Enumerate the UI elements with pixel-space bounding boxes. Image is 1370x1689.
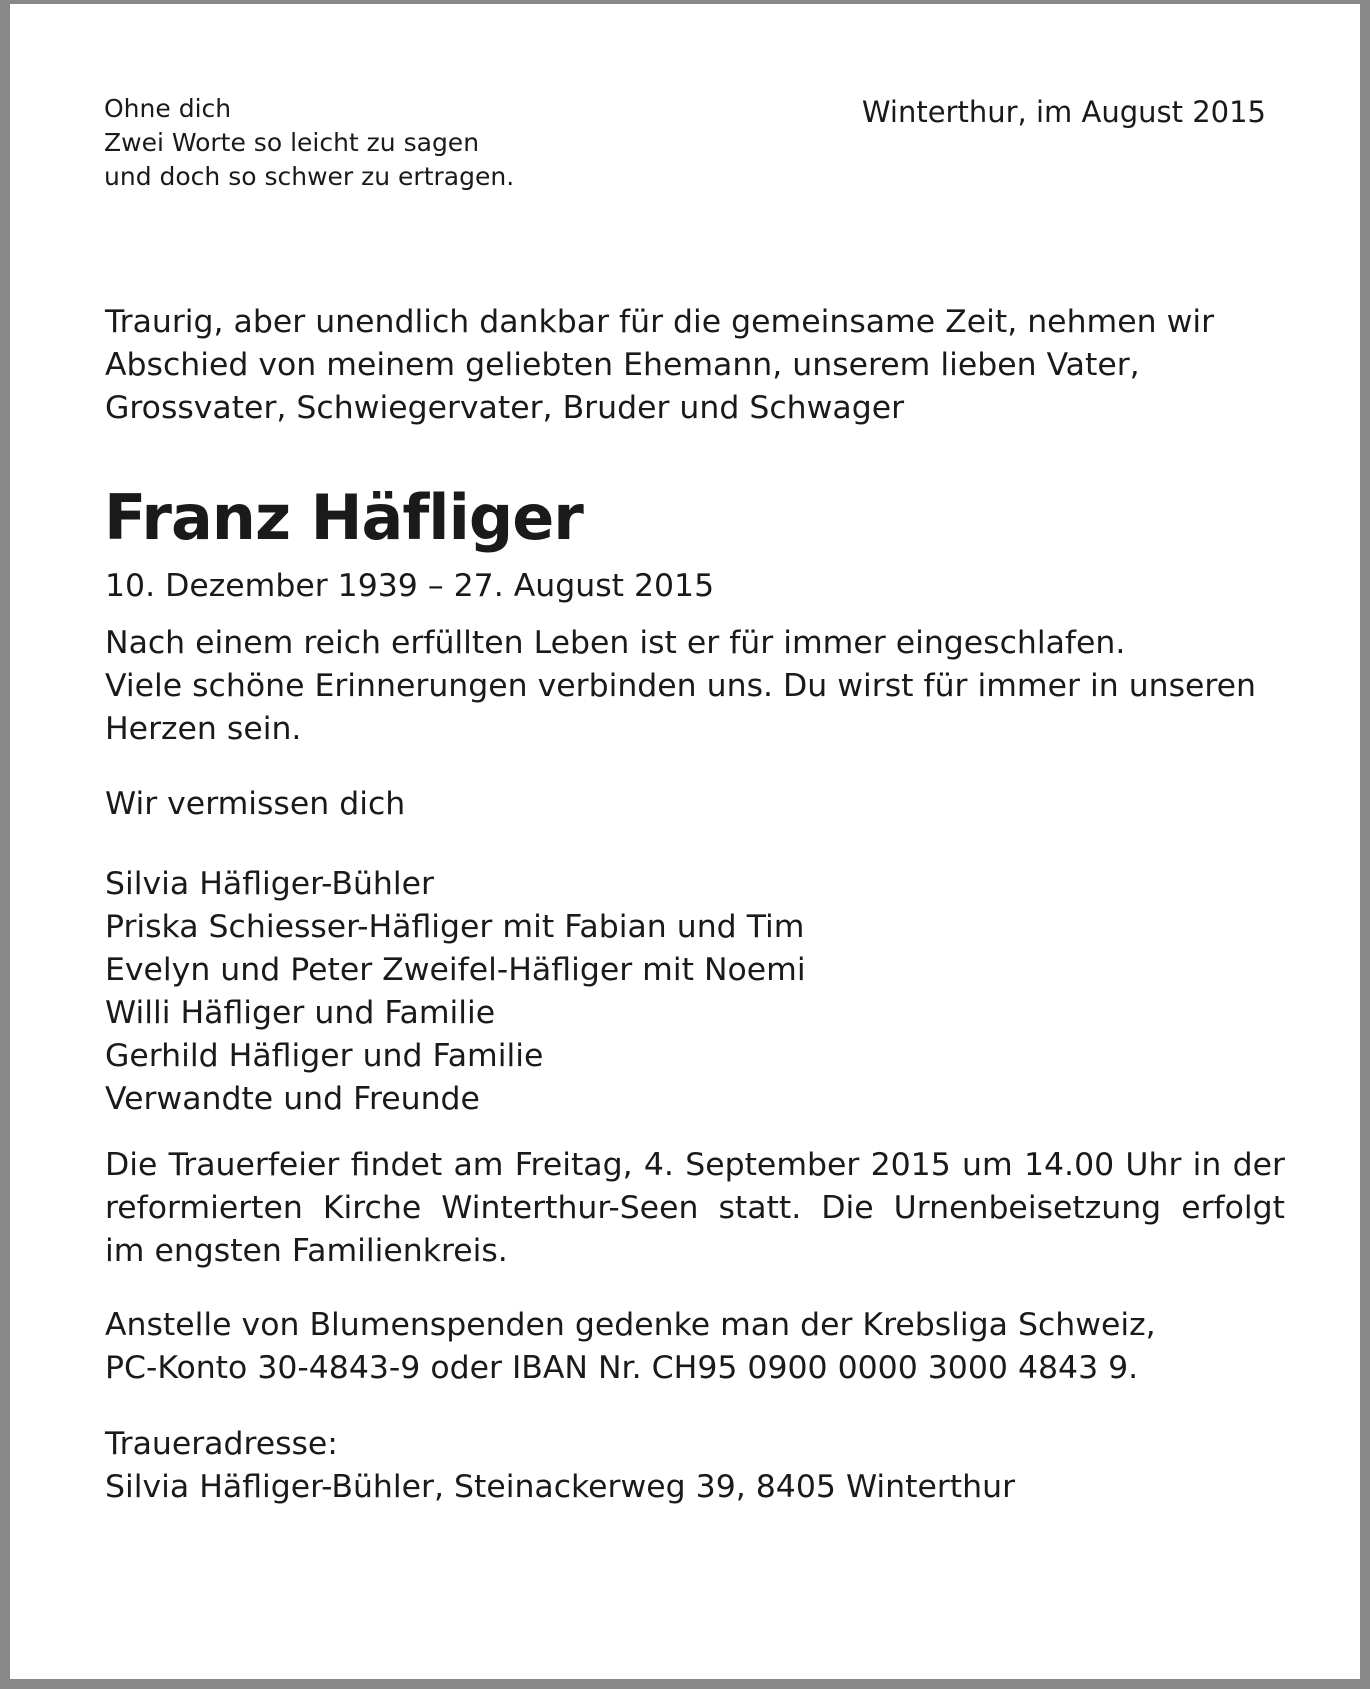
- message-line: Nach einem reich erfüllten Leben ist er für immer eingeschlafen.: [105, 625, 1126, 661]
- place-date: Winterthur, im August 2015: [861, 95, 1266, 129]
- mourner-item: Silvia Häfliger-Bühler: [105, 866, 434, 902]
- epigraph-line: Zwei Worte so leicht zu sagen: [104, 128, 480, 157]
- miss-you-text: Wir vermissen dich: [105, 786, 406, 822]
- mourner-item: Willi Häfliger und Familie: [105, 995, 496, 1031]
- message-line: Viele schöne Erinnerungen verbinden uns. Du wirst für immer in unseren: [105, 668, 1257, 704]
- intro-text: [105, 301, 1214, 430]
- donation-line: Anstelle von Blumenspenden gedenke man der Krebsliga Schweiz,: [105, 1307, 1156, 1343]
- funeral-service-info: [105, 1144, 1285, 1273]
- mourner-item: Gerhild Häfliger und Familie: [105, 1038, 544, 1074]
- intro-line: Traurig, aber unendlich dankbar für die gemeinsame Zeit, nehmen wir: [105, 304, 1215, 340]
- address-label: Traueradresse:: [105, 1426, 338, 1462]
- life-dates: 10. Dezember 1939 – 27. August 2015: [105, 568, 715, 604]
- message-line: Herzen sein.: [105, 711, 302, 747]
- farewell-message: [105, 622, 1256, 751]
- mourning-address: [105, 1423, 1015, 1509]
- epigraph-line: Ohne dich: [104, 94, 232, 123]
- epigraph: [104, 92, 514, 194]
- mourner-item: Verwandte und Freunde: [105, 1081, 480, 1117]
- mourners-list: [105, 863, 806, 1121]
- address-value: Silvia Häfliger-Bühler, Steinackerweg 39, 8405 Winterthur: [105, 1469, 1016, 1505]
- epigraph-line: und doch so schwer zu ertragen.: [104, 162, 515, 191]
- miss-you-line: [105, 783, 405, 826]
- mourner-item: Evelyn und Peter Zweifel-Häfliger mit Noemi: [105, 952, 806, 988]
- intro-line: Abschied von meinem geliebten Ehemann, unserem lieben Vater,: [105, 347, 1140, 383]
- service-line: reformierten Kirche Winterthur-Seen statt. Die Urnenbeisetzung erfolgt: [105, 1190, 1285, 1226]
- donation-line: PC-Konto 30-4843-9 oder IBAN Nr. CH95 0900 0000 3000 4843 9.: [105, 1350, 1139, 1386]
- donation-info: [105, 1304, 1156, 1390]
- intro-line: Grossvater, Schwiegervater, Bruder und Schwager: [105, 390, 905, 426]
- deceased-name: Franz Häfliger: [104, 481, 583, 554]
- service-line: im engsten Familienkreis.: [105, 1233, 508, 1269]
- mourner-item: Priska Schiesser-Häfliger mit Fabian und Tim: [105, 909, 805, 945]
- service-line: Die Trauerfeier findet am Freitag, 4. September 2015 um 14.00 Uhr in der: [105, 1147, 1285, 1183]
